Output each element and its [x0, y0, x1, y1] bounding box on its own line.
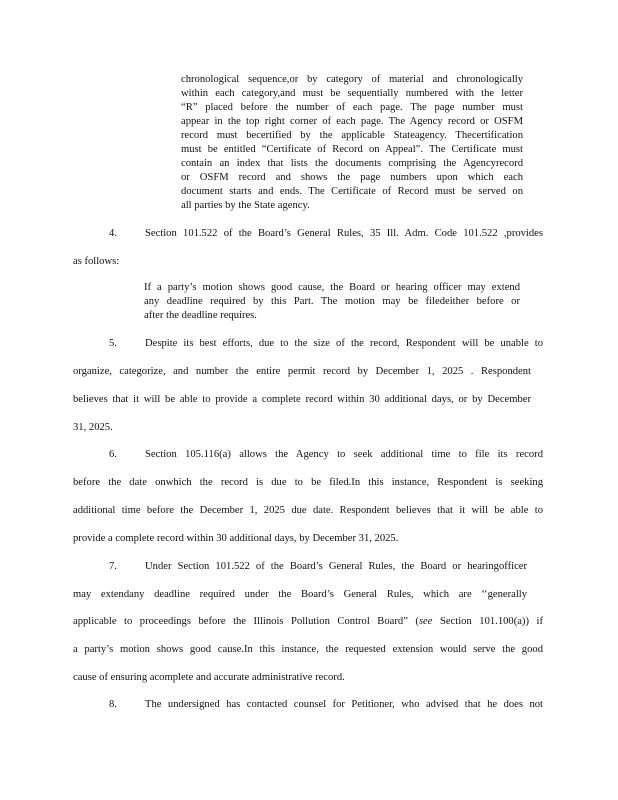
quote-line: within each category,and must be sequentially numbered with the letter [181, 88, 523, 99]
paragraph-4-line: as follows: [73, 256, 120, 267]
paragraph-7-line [73, 614, 543, 630]
paragraph-number: 6. [109, 449, 117, 460]
paragraph-6-line: Section 105.116(a) allows the Agency to seek additional time to file its record [145, 449, 543, 460]
quote-line: must be entitled “Certificate of Record on Appeal”. The Certificate must [181, 144, 523, 155]
paragraph-number: 5. [109, 338, 117, 349]
paragraph-4-line: Section 101.522 of the Board’s General Rules, 35 Ill. Adm. Code 101.522 ,provides [145, 228, 543, 239]
paragraph-5-line: Despite its best efforts, due to the size of the record, Respondent will be unable to [145, 338, 543, 349]
quote-line: any deadline required by this Part. The motion may be filedeither before or [144, 296, 520, 307]
paragraph-7-text: applicable to proceedings before the Illinois Pollution Control Board” ( [73, 616, 419, 627]
quote-line: contain an index that lists the documents comprising the Agencyrecord [181, 158, 523, 169]
see-citation-signal: see [418, 616, 433, 627]
quote-line: document starts and ends. The Certificate of Record must be served on [181, 186, 523, 197]
paragraph-7-line: a party’s motion shows good cause.In this instance, the requested extension would serve the good [73, 644, 543, 655]
quote-line: If a party’s motion shows good cause, the Board or hearing officer may extend [144, 282, 520, 293]
quote-line: after the deadline requires. [144, 310, 257, 321]
paragraph-number: 8. [109, 699, 117, 710]
paragraph-8-line: The undersigned has contacted counsel for Petitioner, who advised that he does not [145, 699, 543, 710]
quote-line: “R” placed before the number of each page. The page number must [181, 102, 523, 113]
paragraph-5-line: believes that it will be able to provide a complete record within 30 additional days, or by December [73, 394, 531, 405]
paragraph-7-line: may extendany deadline required under the Board’s General Rules, which are ‘‘generally [73, 589, 527, 600]
paragraph-7-line: cause of ensuring acomplete and accurate administrative record. [73, 672, 345, 683]
quote-line: record must becertified by the applicable Stateagency. Thecertification [181, 130, 523, 141]
paragraph-5-line: 31, 2025. [73, 422, 113, 433]
paragraph-number: 7. [109, 561, 117, 572]
paragraph-6-line: additional time before the December 1, 2025 due date. Respondent believes that it will be able to [73, 505, 543, 516]
quote-line: appear in the top right corner of each page. The Agency record or OSFM [181, 116, 523, 127]
paragraph-5-line: organize, categorize, and number the entire permit record by December 1, 2025 . Respondent [73, 366, 531, 377]
block-quote-deadline-rule [144, 281, 520, 323]
paragraph-7-line: Under Section 101.522 of the Board’s General Rules, the Board or hearingofficer [145, 561, 527, 572]
paragraph-7-text: Section 101.100(a)) if [432, 616, 543, 627]
quote-line: chronological sequence,or by category of material and chronologically [181, 74, 523, 85]
paragraph-6-line: before the date onwhich the record is due to be filed.In this instance, Respondent is seeking [73, 477, 543, 488]
quote-line: all parties by the State agency. [181, 200, 310, 211]
paragraph-number: 4. [109, 228, 117, 239]
block-quote-record-rule [181, 73, 523, 213]
quote-line: or OSFM record and shows the page numbers upon which each [181, 172, 523, 183]
paragraph-6-line: provide a complete record within 30 additional days, by December 31, 2025. [73, 533, 399, 544]
